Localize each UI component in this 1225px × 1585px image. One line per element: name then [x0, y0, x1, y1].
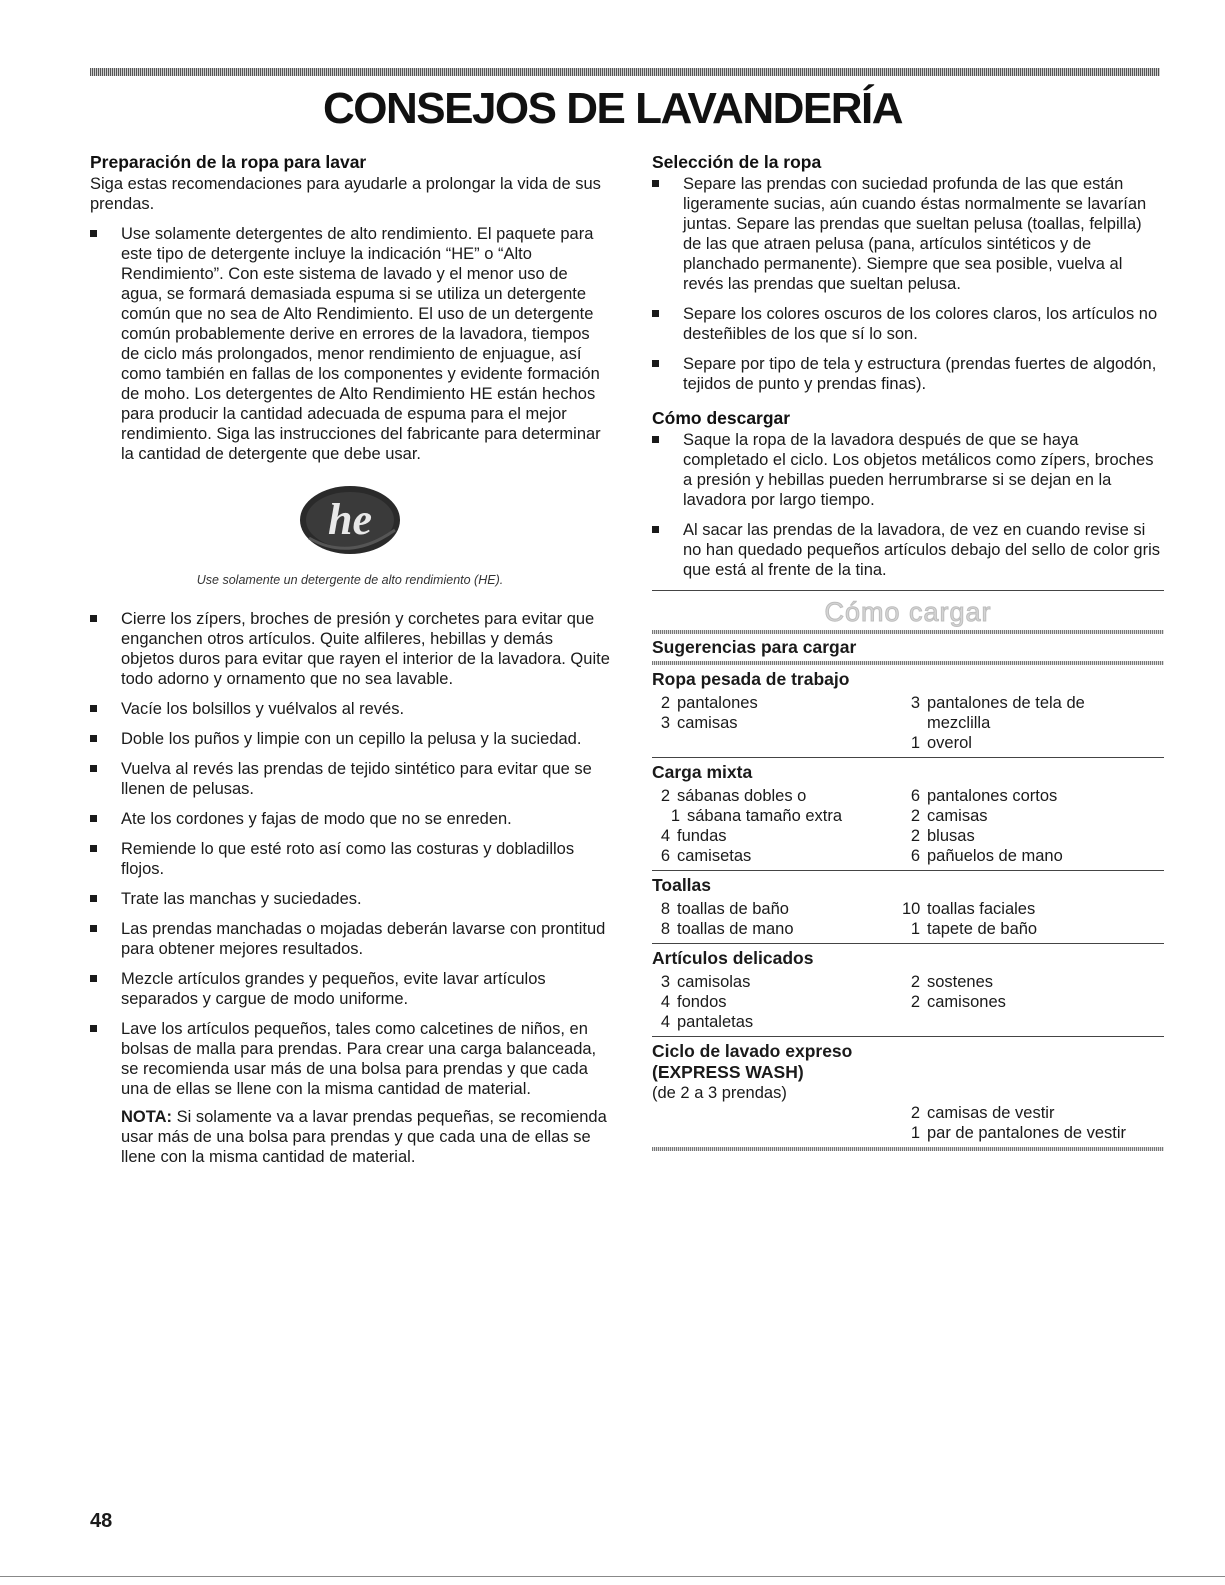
he-caption: Use solamente un detergente de alto rendimiento (HE).: [196, 573, 504, 587]
list-item: Cierre los zípers, broches de presión y corchetes para evitar que enganchen otros artículos. Quite alfileres, hebillas y demás objetos duros para evitar que rayen el interior de la lavadora. Quite todo adorno y ornamento que no sea lavable.: [90, 609, 610, 689]
prep-intro: Siga estas recomendaciones para ayudarle a prolongar la vida de sus prendas.: [90, 175, 601, 213]
load-item: mezclilla: [927, 714, 991, 732]
left-column: [90, 152, 610, 1167]
suggestions-heading: Sugerencias para cargar: [652, 637, 857, 657]
load-item: 2 camisas de vestir: [910, 1104, 1055, 1122]
load-item: 1 sábana tamaño extra: [670, 807, 843, 825]
list-item: Vacíe los bolsillos y vuélvalos al revés.: [90, 699, 610, 719]
load-title: Cómo cargar: [824, 597, 992, 627]
he-logo: [90, 482, 610, 565]
page-title: CONSEJOS DE LAVANDERÍA: [322, 84, 902, 133]
list-item: Separe los colores oscuros de los colores claros, los artículos no desteñibles de los que sí lo son.: [652, 304, 1164, 344]
svg-text:he: he: [328, 495, 372, 544]
load-item: 8 toallas de mano: [660, 920, 794, 938]
load-item: 6 pantalones cortos: [910, 787, 1058, 805]
load-item: 3 camisas: [660, 714, 738, 732]
group-towels: [652, 871, 1164, 943]
load-item: 4 fundas: [660, 827, 727, 845]
load-item: 2 sábanas dobles o: [660, 787, 807, 805]
he-logo-icon: [295, 482, 405, 560]
list-item: Separe las prendas con suciedad profunda de las que están ligeramente sucias, aún cuando éstas normalmente se lavarían juntas. Separe las prendas que sueltan pelusa (toallas, felpilla) de las que atraen pelusa (pana, artículos sintéticos y de planchado permanente). Siempre que sea posible, vuelva al revés las prendas que sueltan pelusa.: [652, 174, 1164, 294]
load-item: 2 camisones: [910, 993, 1006, 1011]
unload-list: [652, 430, 1164, 580]
prep-main-list: [90, 224, 610, 464]
group-subtitle: (de 2 a 3 prendas): [652, 1084, 787, 1102]
list-item: Separe por tipo de tela y estructura (prendas fuertes de algodón, tejidos de punto y prendas finas).: [652, 354, 1164, 394]
group-mixed: [652, 758, 1164, 870]
note: [90, 1107, 610, 1167]
load-item: 4 fondos: [660, 993, 727, 1011]
load-item: 1 tapete de baño: [910, 920, 1038, 938]
group-title: Carga mixta: [652, 762, 753, 782]
group-delicates: [652, 944, 1164, 1036]
page-number: 48: [90, 1510, 113, 1532]
list-item: Ate los cordones y fajas de modo que no se enreden.: [90, 809, 610, 829]
dotted-divider: [652, 630, 1164, 634]
load-item: 2 camisas: [910, 807, 988, 825]
list-item: Trate las manchas y suciedades.: [90, 889, 610, 909]
group-title: Toallas: [652, 875, 712, 895]
load-item: 6 camisetas: [660, 847, 752, 865]
right-column: [652, 152, 1164, 1151]
load-item: 2 blusas: [910, 827, 975, 845]
load-item: 2 pantalones: [660, 694, 758, 712]
load-item: 3 pantalones de tela de: [910, 694, 1085, 712]
note-text: Si solamente va a lavar prendas pequeñas, se recomienda usar más de una bolsa para prendas y que cada una de ellas se llene con la misma cantidad de material.: [121, 1108, 607, 1166]
list-item: Mezcle artículos grandes y pequeños, evite lavar artículos separados y cargue de modo uniforme.: [90, 969, 610, 1009]
list-item: Remiende lo que esté roto así como las costuras y dobladillos flojos.: [90, 839, 610, 879]
group-title: Ropa pesada de trabajo: [652, 669, 850, 689]
list-item: Las prendas manchadas o mojadas deberán lavarse con prontitud para obtener mejores resultados.: [90, 919, 610, 959]
group-title: Ciclo de lavado expreso (EXPRESS WASH): [652, 1041, 853, 1082]
list-item: Vuelva al revés las prendas de tejido sintético para evitar que se llenen de pelusas.: [90, 759, 610, 799]
unload-heading: Cómo descargar: [652, 408, 791, 428]
prep-list: [90, 609, 610, 1099]
note-label: NOTA:: [121, 1108, 173, 1126]
list-item: Doble los puños y limpie con un cepillo la pelusa y la suciedad.: [90, 729, 610, 749]
dotted-divider: [652, 1147, 1164, 1151]
group-title: Artículos delicados: [652, 948, 814, 968]
selection-list: [652, 174, 1164, 394]
load-item: 6 pañuelos de mano: [910, 847, 1063, 865]
prep-heading: Preparación de la ropa para lavar: [90, 152, 367, 172]
load-item: 8 toallas de baño: [660, 900, 789, 918]
load-item: 1 overol: [910, 734, 972, 752]
list-item: Saque la ropa de la lavadora después de que se haya completado el ciclo. Los objetos metálicos como zípers, broches a presión y hebillas pueden herrumbrarse si se dejan en la lavadora por largo tiempo.: [652, 430, 1164, 510]
list-item: Lave los artículos pequeños, tales como calcetines de niños, en bolsas de malla para prendas. Para crear una carga balanceada, se recomienda usar más de una bolsa para prendas y que cada una de ellas se llene con la misma cantidad de material.: [90, 1019, 610, 1099]
group-express: [652, 1037, 1164, 1147]
bottom-line: [0, 1576, 1225, 1577]
selection-heading: Selección de la ropa: [652, 152, 822, 172]
list-item: Al sacar las prendas de la lavadora, de vez en cuando revise si no han quedado pequeños artículos debajo del sello de color gris que está al frente de la tina.: [652, 520, 1164, 580]
group-heavy: [652, 665, 1164, 757]
list-item: Use solamente detergentes de alto rendimiento. El paquete para este tipo de detergente incluye la indicación “HE” o “Alto Rendimiento”. Con este sistema de lavado y el menor uso de agua, se formará demasiada espuma si se utiliza un detergente común que no sea de Alto Rendimiento. El uso de un detergente común probablemente derive en errores de la lavadora, tiempos de ciclo más prolongados, menor rendimiento de enjuague, así como también en fallas de los componentes y evidente formación de moho. Los detergentes de Alto Rendimiento HE están hechos para producir la cantidad adecuada de espuma para el mejor rendimiento. Siga las instrucciones del fabricante para determinar la cantidad de detergente que debe usar.: [90, 224, 610, 464]
top-decorative-bar: [90, 68, 1160, 76]
load-item: 1 par de pantalones de vestir: [910, 1124, 1127, 1142]
load-item: 3 camisolas: [660, 973, 751, 991]
load-item: 10 toallas faciales: [902, 900, 1036, 918]
load-item: 2 sostenes: [910, 973, 994, 991]
load-item: 4 pantaletas: [660, 1013, 754, 1031]
divider: [652, 590, 1164, 591]
